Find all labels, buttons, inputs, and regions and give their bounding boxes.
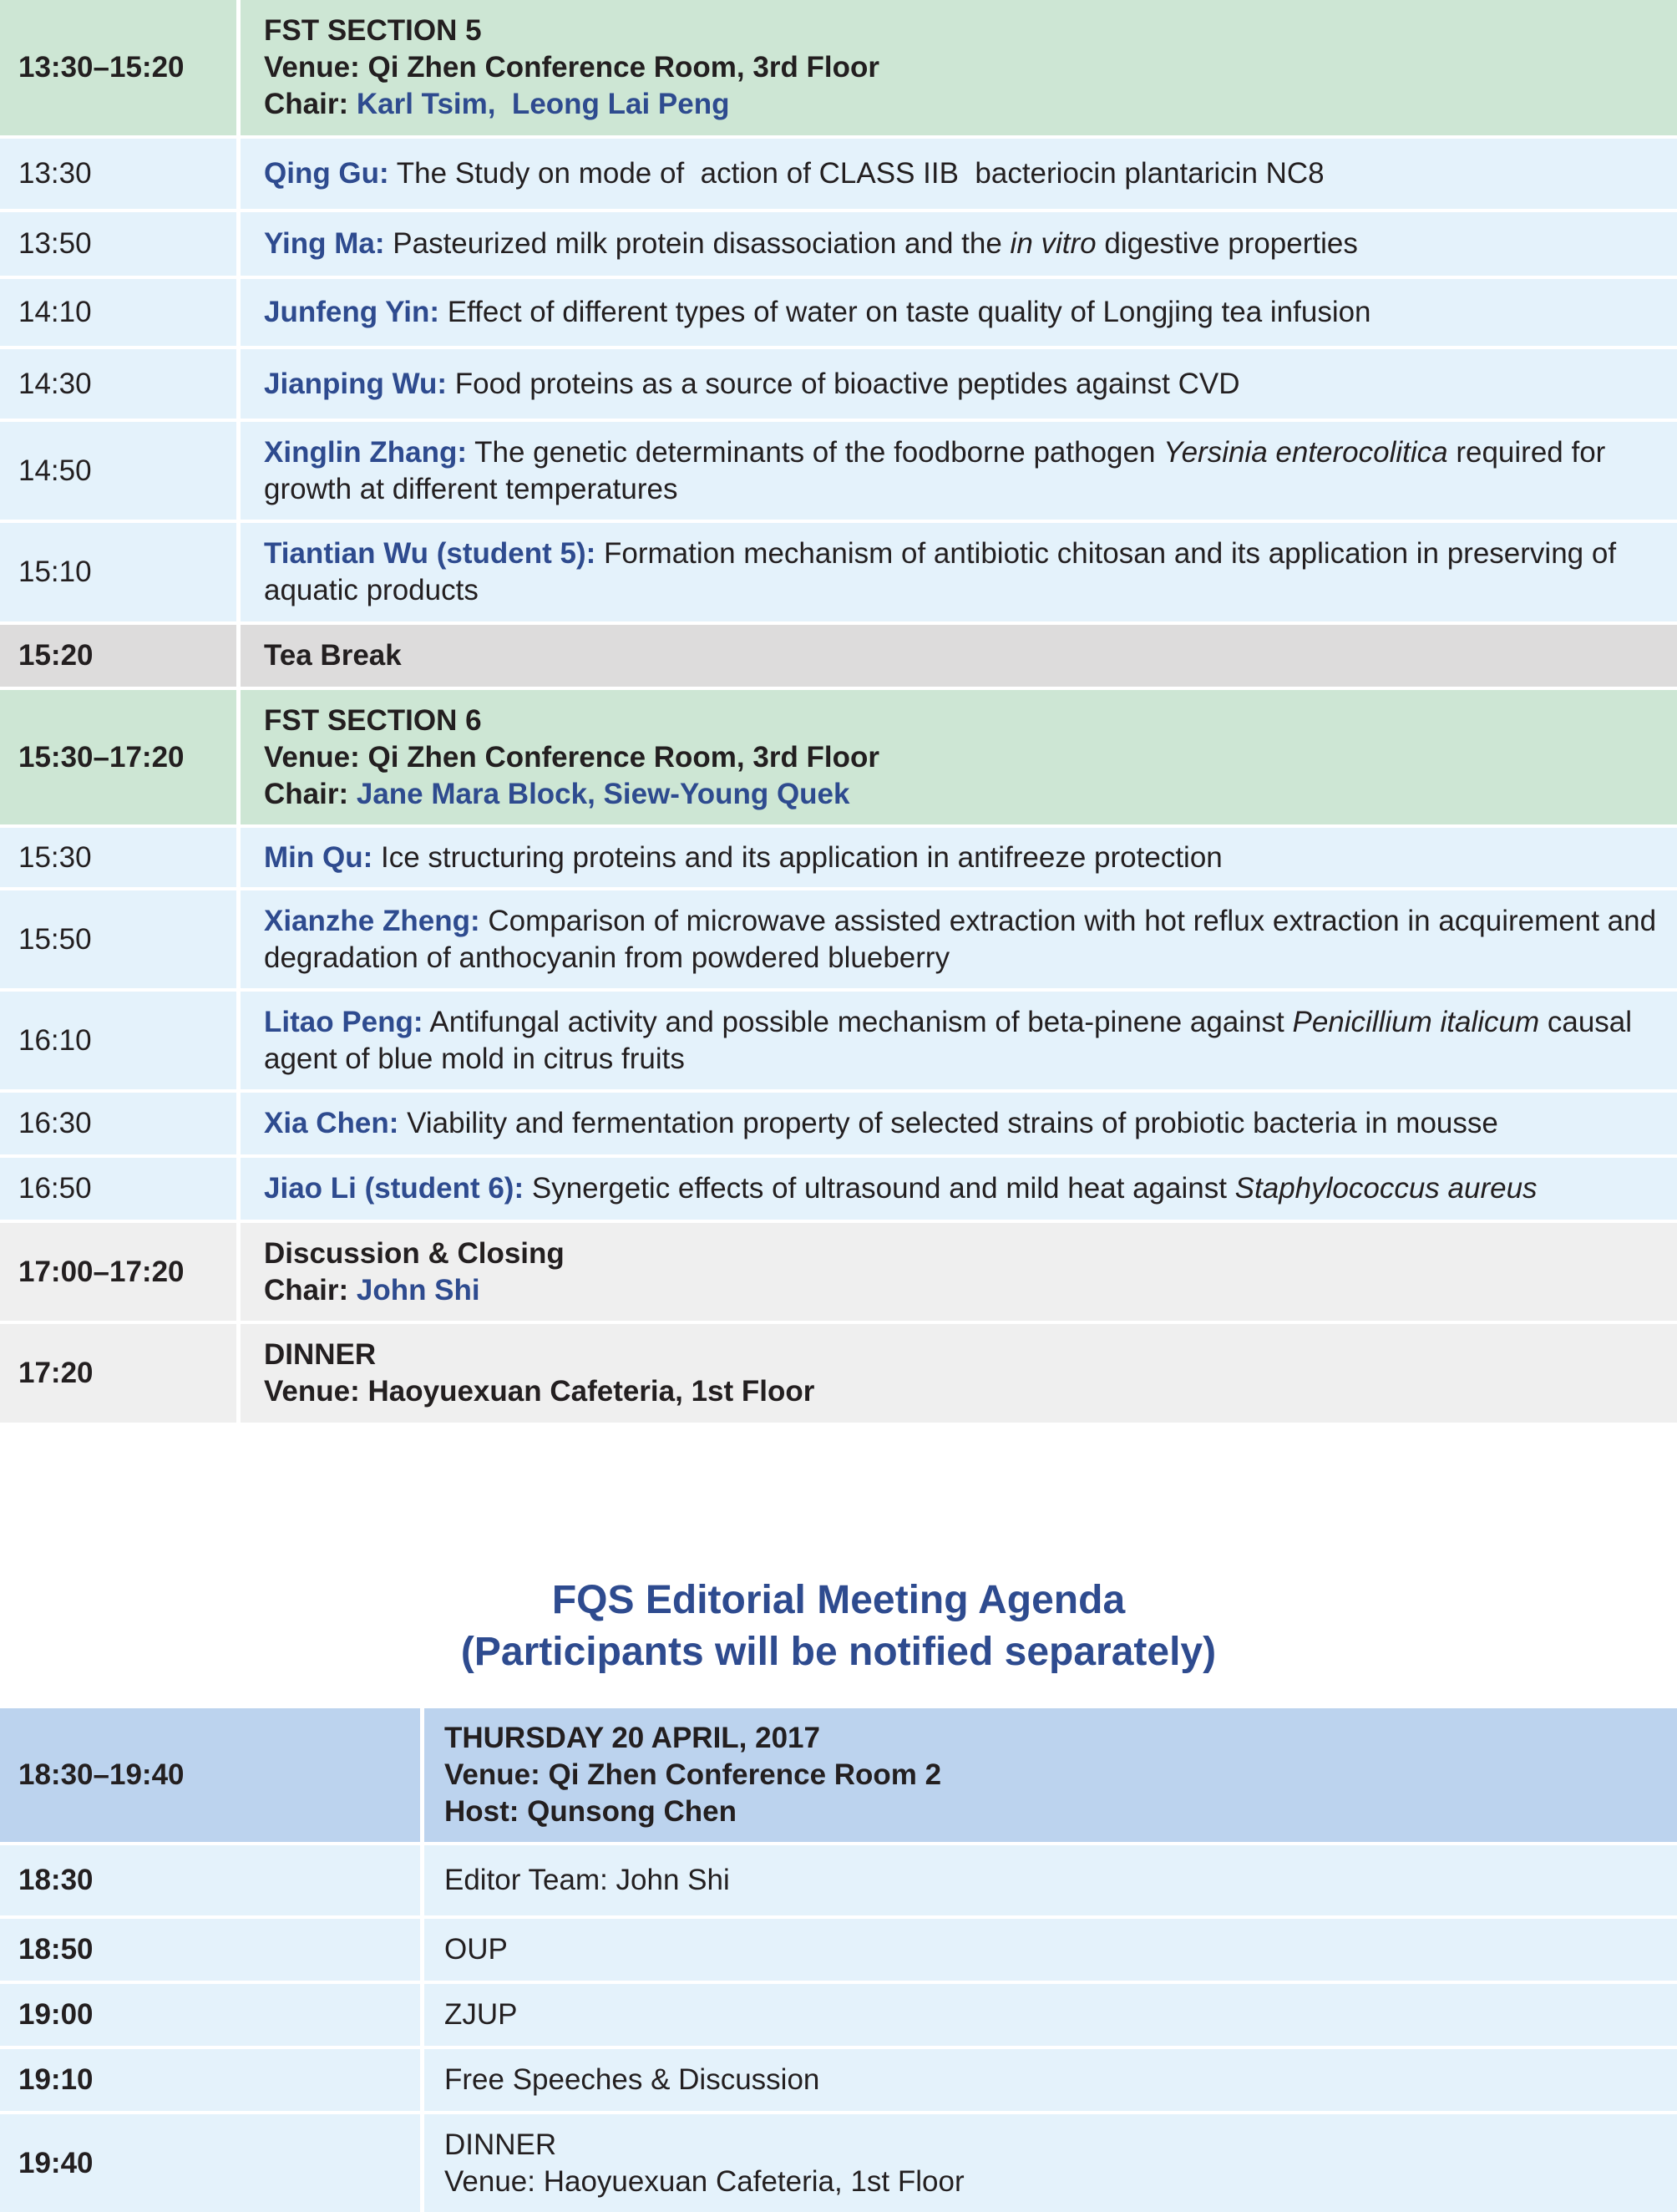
section-venue: Venue: Qi Zhen Conference Room, 3rd Floor: [264, 740, 880, 774]
talk-row: [0, 212, 1677, 279]
talk-cell: [241, 1093, 1677, 1154]
section-chair: [264, 776, 1657, 813]
dinner-venue: Venue: Haoyuexuan Cafeteria, 1st Floor: [444, 2164, 965, 2198]
talk-cell: [241, 992, 1677, 1089]
talk-cell: [241, 523, 1677, 621]
chair-names: John Shi: [356, 1273, 480, 1306]
chair-label: Chair:: [264, 1273, 357, 1306]
dinner-title: DINNER: [444, 2128, 557, 2161]
talk-title: Food proteins as a source of bioactive peptides against CVD: [447, 367, 1240, 400]
time-cell: 16:10: [0, 992, 241, 1089]
talk-cell: [241, 828, 1677, 887]
talk-row: [0, 992, 1677, 1093]
fqs-heading-subtitle: (Participants will be notified separately): [460, 1630, 1217, 1674]
agenda-dinner-row: [0, 2114, 1677, 2212]
section-header-row: [0, 0, 1677, 139]
chair-label: Chair:: [264, 88, 357, 120]
talk-title-italic: Penicillium italicum: [1292, 1005, 1540, 1038]
talk-title-part: digestive properties: [1096, 227, 1358, 260]
talk-cell: [241, 212, 1677, 276]
time-cell: 15:10: [0, 523, 241, 621]
meeting-venue: Venue: Qi Zhen Conference Room 2: [444, 1758, 942, 1791]
chair-names: Karl Tsim, Leong Lai Peng: [356, 88, 730, 120]
closing-title: Discussion & Closing: [264, 1236, 565, 1270]
time-cell: 15:30–17:20: [0, 690, 241, 824]
speaker-name: Litao Peng:: [264, 1005, 423, 1038]
time-cell: 18:50: [0, 1919, 424, 1981]
agenda-item: Editor Team: John Shi: [444, 1864, 730, 1896]
time-cell: 15:50: [0, 890, 241, 988]
time-cell: 14:10: [0, 279, 241, 346]
talk-title: Comparison of microwave assisted extraction with hot reflux extraction in acquirement and degradation of anthocyanin from powdered blueberry: [264, 904, 1664, 974]
agenda-row: [0, 2049, 1677, 2114]
talk-row: [0, 1158, 1677, 1223]
talk-title-italic: Staphylococcus aureus: [1234, 1172, 1538, 1205]
time-cell: 13:30–15:20: [0, 0, 241, 135]
talk-row: [0, 828, 1677, 890]
time-cell: 14:50: [0, 422, 241, 520]
section-title: FST SECTION 5: [264, 14, 482, 47]
meeting-date: THURSDAY 20 APRIL, 2017: [444, 1722, 820, 1754]
talk-row: [0, 1093, 1677, 1158]
speaker-name: Jiao Li (student 6):: [264, 1172, 524, 1205]
time-cell: 19:00: [0, 1984, 424, 2046]
section-chair: [264, 86, 1657, 123]
dinner-info-cell: [241, 1324, 1677, 1423]
talk-row: [0, 523, 1677, 625]
dinner-venue: Venue: Haoyuexuan Cafeteria, 1st Floor: [264, 1375, 815, 1408]
talk-cell: [241, 279, 1677, 346]
chair-label: Chair:: [264, 777, 357, 810]
agenda-row: [0, 1984, 1677, 2049]
talk-row: [0, 139, 1677, 212]
talk-title: Effect of different types of water on taste quality of Longjing tea infusion: [439, 296, 1371, 328]
time-cell: 15:30: [0, 828, 241, 887]
talk-title: Ice structuring proteins and its application in antifreeze protection: [372, 840, 1223, 874]
agenda-item: ZJUP: [444, 1998, 518, 2031]
section-title: FST SECTION 6: [264, 703, 482, 737]
time-cell: 17:00–17:20: [0, 1223, 241, 1321]
talk-title-part: The genetic determinants of the foodborne pathogen: [467, 435, 1164, 469]
time-cell: 18:30–19:40: [0, 1708, 424, 1842]
agenda-row: [0, 1919, 1677, 1984]
talk-cell: [241, 422, 1677, 520]
section-info-cell: [241, 690, 1677, 824]
agenda-item: OUP: [444, 1933, 508, 1966]
speaker-name: Jianping Wu:: [264, 367, 448, 400]
time-cell: 13:30: [0, 139, 241, 209]
speaker-name: Xia Chen:: [264, 1107, 399, 1139]
meeting-header-row: [0, 1708, 1677, 1845]
talk-cell: [241, 139, 1677, 209]
time-cell: 16:30: [0, 1093, 241, 1154]
closing-row: [0, 1223, 1677, 1324]
time-cell: 14:30: [0, 349, 241, 419]
time-cell: 15:20: [0, 625, 241, 687]
talk-cell: [241, 1158, 1677, 1220]
talk-title-part: causal agent of blue mold in citrus fruits: [264, 1005, 1640, 1075]
talk-row: [0, 890, 1677, 992]
meeting-host: Host: Qunsong Chen: [444, 1795, 737, 1828]
talk-cell: [241, 890, 1677, 988]
talk-title-italic: Yersinia enterocolitica: [1163, 435, 1448, 469]
speaker-name: Tiantian Wu (student 5):: [264, 537, 596, 570]
closing-chair: [264, 1272, 1657, 1309]
chair-names: Jane Mara Block, Siew-Young Quek: [356, 777, 850, 810]
time-cell: 13:50: [0, 212, 241, 276]
time-cell: 16:50: [0, 1158, 241, 1220]
fqs-heading-title: FQS Editorial Meeting Agenda: [551, 1578, 1126, 1622]
speaker-name: Junfeng Yin:: [264, 296, 439, 328]
fqs-heading: [0, 1575, 1677, 1678]
talk-title: Viability and fermentation property of selected strains of probiotic bacteria in mousse: [398, 1107, 1498, 1139]
speaker-name: Min Qu:: [264, 840, 373, 874]
talk-title-part: Synergetic effects of ultrasound and mild heat against: [524, 1172, 1235, 1205]
talk-row: [0, 279, 1677, 349]
section-venue: Venue: Qi Zhen Conference Room, 3rd Floor: [264, 51, 880, 84]
agenda-item: Free Speeches & Discussion: [444, 2063, 820, 2096]
dinner-row: [0, 1324, 1677, 1423]
speaker-name: Xianzhe Zheng:: [264, 904, 480, 937]
talk-title-part: Pasteurized milk protein disassociation and the: [384, 227, 1011, 260]
closing-info-cell: [241, 1223, 1677, 1321]
speaker-name: Qing Gu:: [264, 157, 389, 190]
time-cell: 18:30: [0, 1845, 424, 1915]
speaker-name: Xinglin Zhang:: [264, 435, 468, 469]
talk-title-part: Antifungal activity and possible mechanism of beta-pinene against: [423, 1005, 1293, 1038]
agenda-row: [0, 1845, 1677, 1919]
talk-cell: [241, 349, 1677, 419]
talk-row: [0, 422, 1677, 523]
time-cell: 17:20: [0, 1324, 241, 1423]
talk-title-italic: in vitro: [1010, 227, 1097, 260]
time-cell: 19:10: [0, 2049, 424, 2111]
break-row: [0, 625, 1677, 690]
time-cell: 19:40: [0, 2114, 424, 2212]
talk-title: The Study on mode of action of CLASS IIB bacteriocin plantaricin NC8: [388, 157, 1325, 190]
talk-title-part: required for growth at different temperatures: [264, 435, 1614, 505]
talk-row: [0, 349, 1677, 422]
section-header-row: [0, 690, 1677, 828]
meeting-info-cell: [424, 1708, 1677, 1842]
section-info-cell: [241, 0, 1677, 135]
break-label: Tea Break: [264, 639, 402, 672]
speaker-name: Ying Ma:: [264, 227, 385, 260]
dinner-title: DINNER: [264, 1338, 377, 1371]
talk-title: Formation mechanism of antibiotic chitosan and its application in preserving of aquatic products: [264, 537, 1624, 606]
dinner-info-cell: [424, 2114, 1677, 2212]
fqs-agenda-table: [0, 1708, 1677, 2212]
